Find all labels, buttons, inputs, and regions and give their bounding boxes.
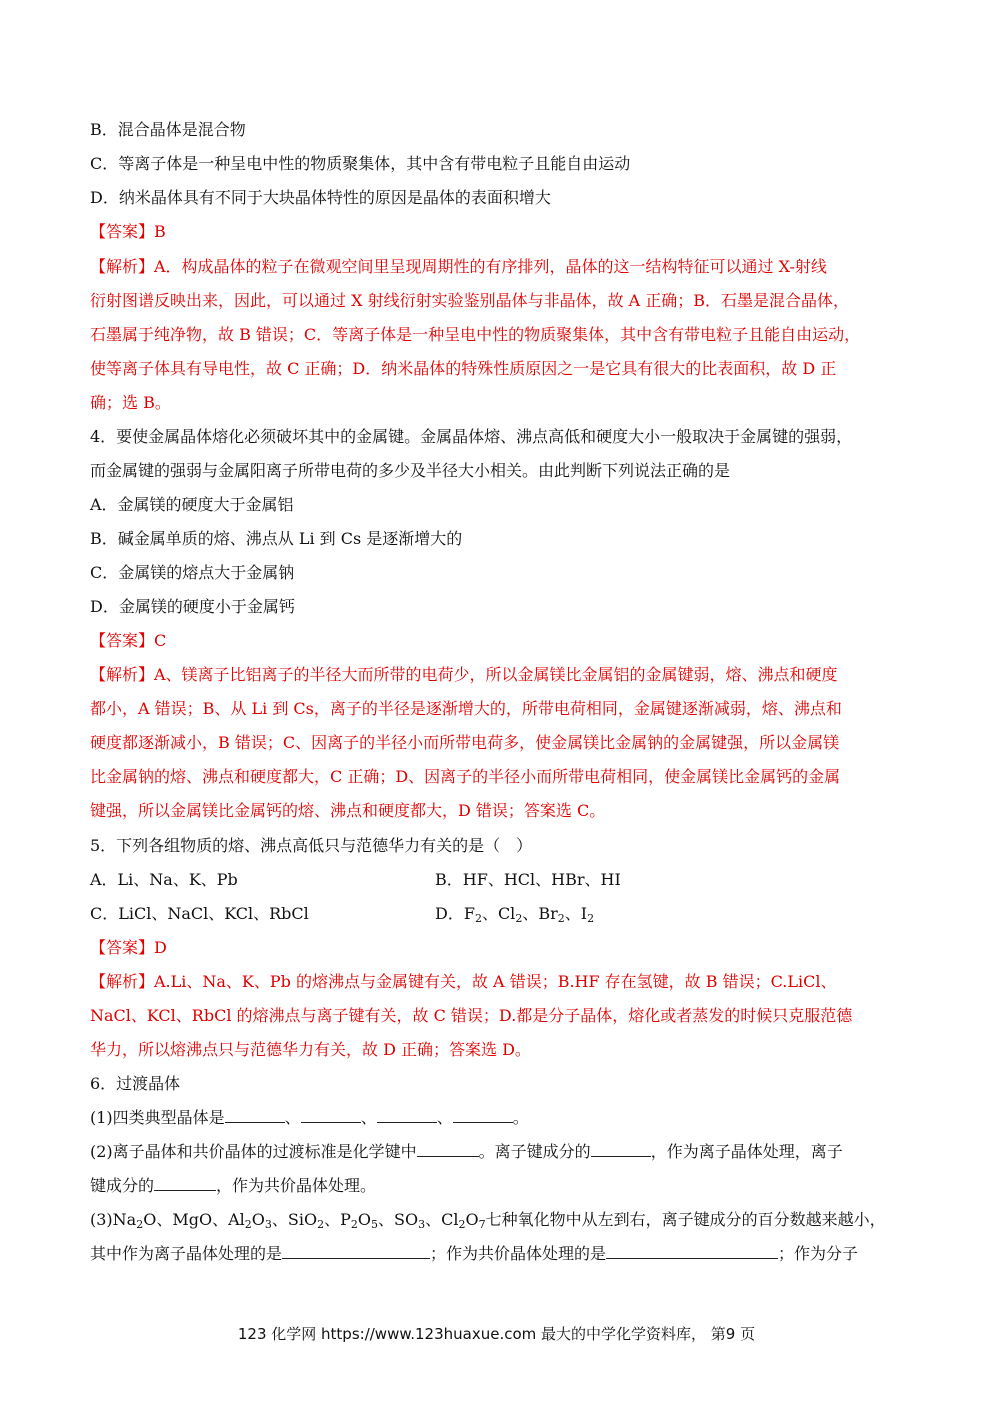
q5-explanation-line: 【解析】A.Li、Na、K、Pb 的熔沸点与金属键有关，故 A 错误；B.HF 存在氢键，故 B 错误；C.LiCl、 (90, 972, 837, 991)
q5-option-b: B．HF、HCl、HBr、HI (435, 870, 621, 889)
q4-explanation-line: 比金属钠的熔、沸点和硬度都大，C 正确；D、因离子的半径小而所带电荷相同，使金属镁比金属钙的金属 (90, 767, 841, 786)
q4-explanation-line: 都小，A 错误；B、从 Li 到 Cs，离子的半径是逐渐增大的，所带电荷相同，金属键逐渐减弱，熔、沸点和 (90, 699, 842, 718)
q4-explanation-line: 硬度都逐渐减小，B 错误；C、因离子的半径小而所带电荷多，使金属镁比金属钠的金属键强，所以金属镁 (90, 733, 840, 752)
answer-blank (377, 1108, 437, 1123)
q4-option-b: B．碱金属单质的熔、沸点从 Li 到 Cs 是逐渐增大的 (90, 529, 463, 548)
q3-explanation-line: 使等离子体具有导电性，故 C 正确；D．纳米晶体的特殊性质原因之一是它具有很大的比表面积，故 D 正 (90, 359, 837, 378)
q6-title: 6．过渡晶体 (90, 1074, 181, 1093)
q3-explanation-line: 衍射图谱反映出来，因此，可以通过 X 射线衍射实验鉴别晶体与非晶体，故 A 正确；B．石墨是混合晶体， (90, 291, 850, 310)
q4-option-a: A．金属镁的硬度大于金属铝 (90, 495, 294, 514)
q6-part3-line: $(3)Na_2O$、MgO、$Al_2O_3$、SiO$_2$、$P_2O_5$、$SO_3$、$Cl_2O_7$七种氧化物中从左到右，离子键成分的百分数越来越小， (90, 1210, 886, 1231)
q5-option-c: C．LiCl、NaCl、KCl、RbCl (90, 904, 309, 923)
q5-option-a: A．Li、Na、K、Pb (90, 870, 238, 889)
q4-answer: 【答案】C (90, 631, 167, 650)
q4-stem-line: 而金属键的强弱与金属阳离子所带电荷的多少及半径大小相关。由此判断下列说法正确的是 (90, 461, 731, 480)
answer-blank (282, 1244, 430, 1259)
q3-explanation-line: 石墨属于纯净物，故 B 错误；C．等离子体是一种呈电中性的物质聚集体，其中含有带电粒子且能自由运动， (90, 325, 861, 344)
q4-option-c: C．金属镁的熔点大于金属钠 (90, 563, 295, 582)
answer-blank (154, 1176, 216, 1191)
answer-blank (606, 1244, 778, 1259)
q5-stem: 5．下列各组物质的熔、沸点高低只与范德华力有关的是（ ） (90, 836, 533, 855)
answer-blank (591, 1142, 651, 1157)
q3-explanation-line: 【解析】A．构成晶体的粒子在微观空间里呈现周期性的有序排列，晶体的这一结构特征可以通过 X-射线 (90, 257, 827, 276)
q5-explanation-line: NaCl、KCl、RbCl 的熔沸点与离子键有关，故 C 错误；D.都是分子晶体，熔化或者蒸发的时候只克服范德 (90, 1006, 853, 1025)
q3-option-b: B．混合晶体是混合物 (90, 120, 246, 139)
q6-part2-line: 键成分的 ，作为共价晶体处理。 (90, 1176, 377, 1195)
q6-part3-line: 其中作为离子晶体处理的是 ；作为共价晶体处理的是 ；作为分子 (90, 1244, 859, 1263)
q3-option-c: C．等离子体是一种呈电中性的物质聚集体，其中含有带电粒子且能自由运动 (90, 154, 631, 173)
q3-option-d: D．纳米晶体具有不同于大块晶体特性的原因是晶体的表面积增大 (90, 188, 551, 207)
q6-part1: (1)四类典型晶体是 、 、 、 。 (90, 1108, 529, 1127)
q5-option-d: D．$F_2$、$Cl_2$、$Br_2$、$I_2$ (435, 904, 595, 925)
q6-part2-line: (2)离子晶体和共价晶体的过渡标准是化学键中 。离子键成分的 ，作为离子晶体处理，离子 (90, 1142, 843, 1161)
q5-explanation-line: 华力，所以熔沸点只与范德华力有关，故 D 正确；答案选 D。 (90, 1040, 531, 1059)
q4-stem-line: 4．要使金属晶体熔化必须破坏其中的金属键。金属晶体熔、沸点高低和硬度大小一般取决于金属键的强弱， (90, 427, 853, 446)
answer-blank (301, 1108, 361, 1123)
q3-answer: 【答案】B (90, 222, 166, 241)
q4-option-d: D．金属镁的硬度小于金属钙 (90, 597, 295, 616)
q4-explanation-line: 键强，所以金属镁比金属钙的熔、沸点和硬度都大，D 错误；答案选 C。 (90, 801, 606, 820)
answer-blank (417, 1142, 479, 1157)
page-footer: 123 化学网 https://www.123huaxue.com 最大的中学化学资料库， 第9 页 (237, 1325, 756, 1343)
answer-blank (225, 1108, 285, 1123)
q5-answer: 【答案】D (90, 938, 167, 957)
q4-explanation-line: 【解析】A、镁离子比铝离子的半径大而所带的电荷少，所以金属镁比金属铝的金属键弱，熔、沸点和硬度 (90, 665, 838, 684)
q3-explanation-line: 确；选 B。 (90, 393, 171, 412)
answer-blank (453, 1108, 513, 1123)
